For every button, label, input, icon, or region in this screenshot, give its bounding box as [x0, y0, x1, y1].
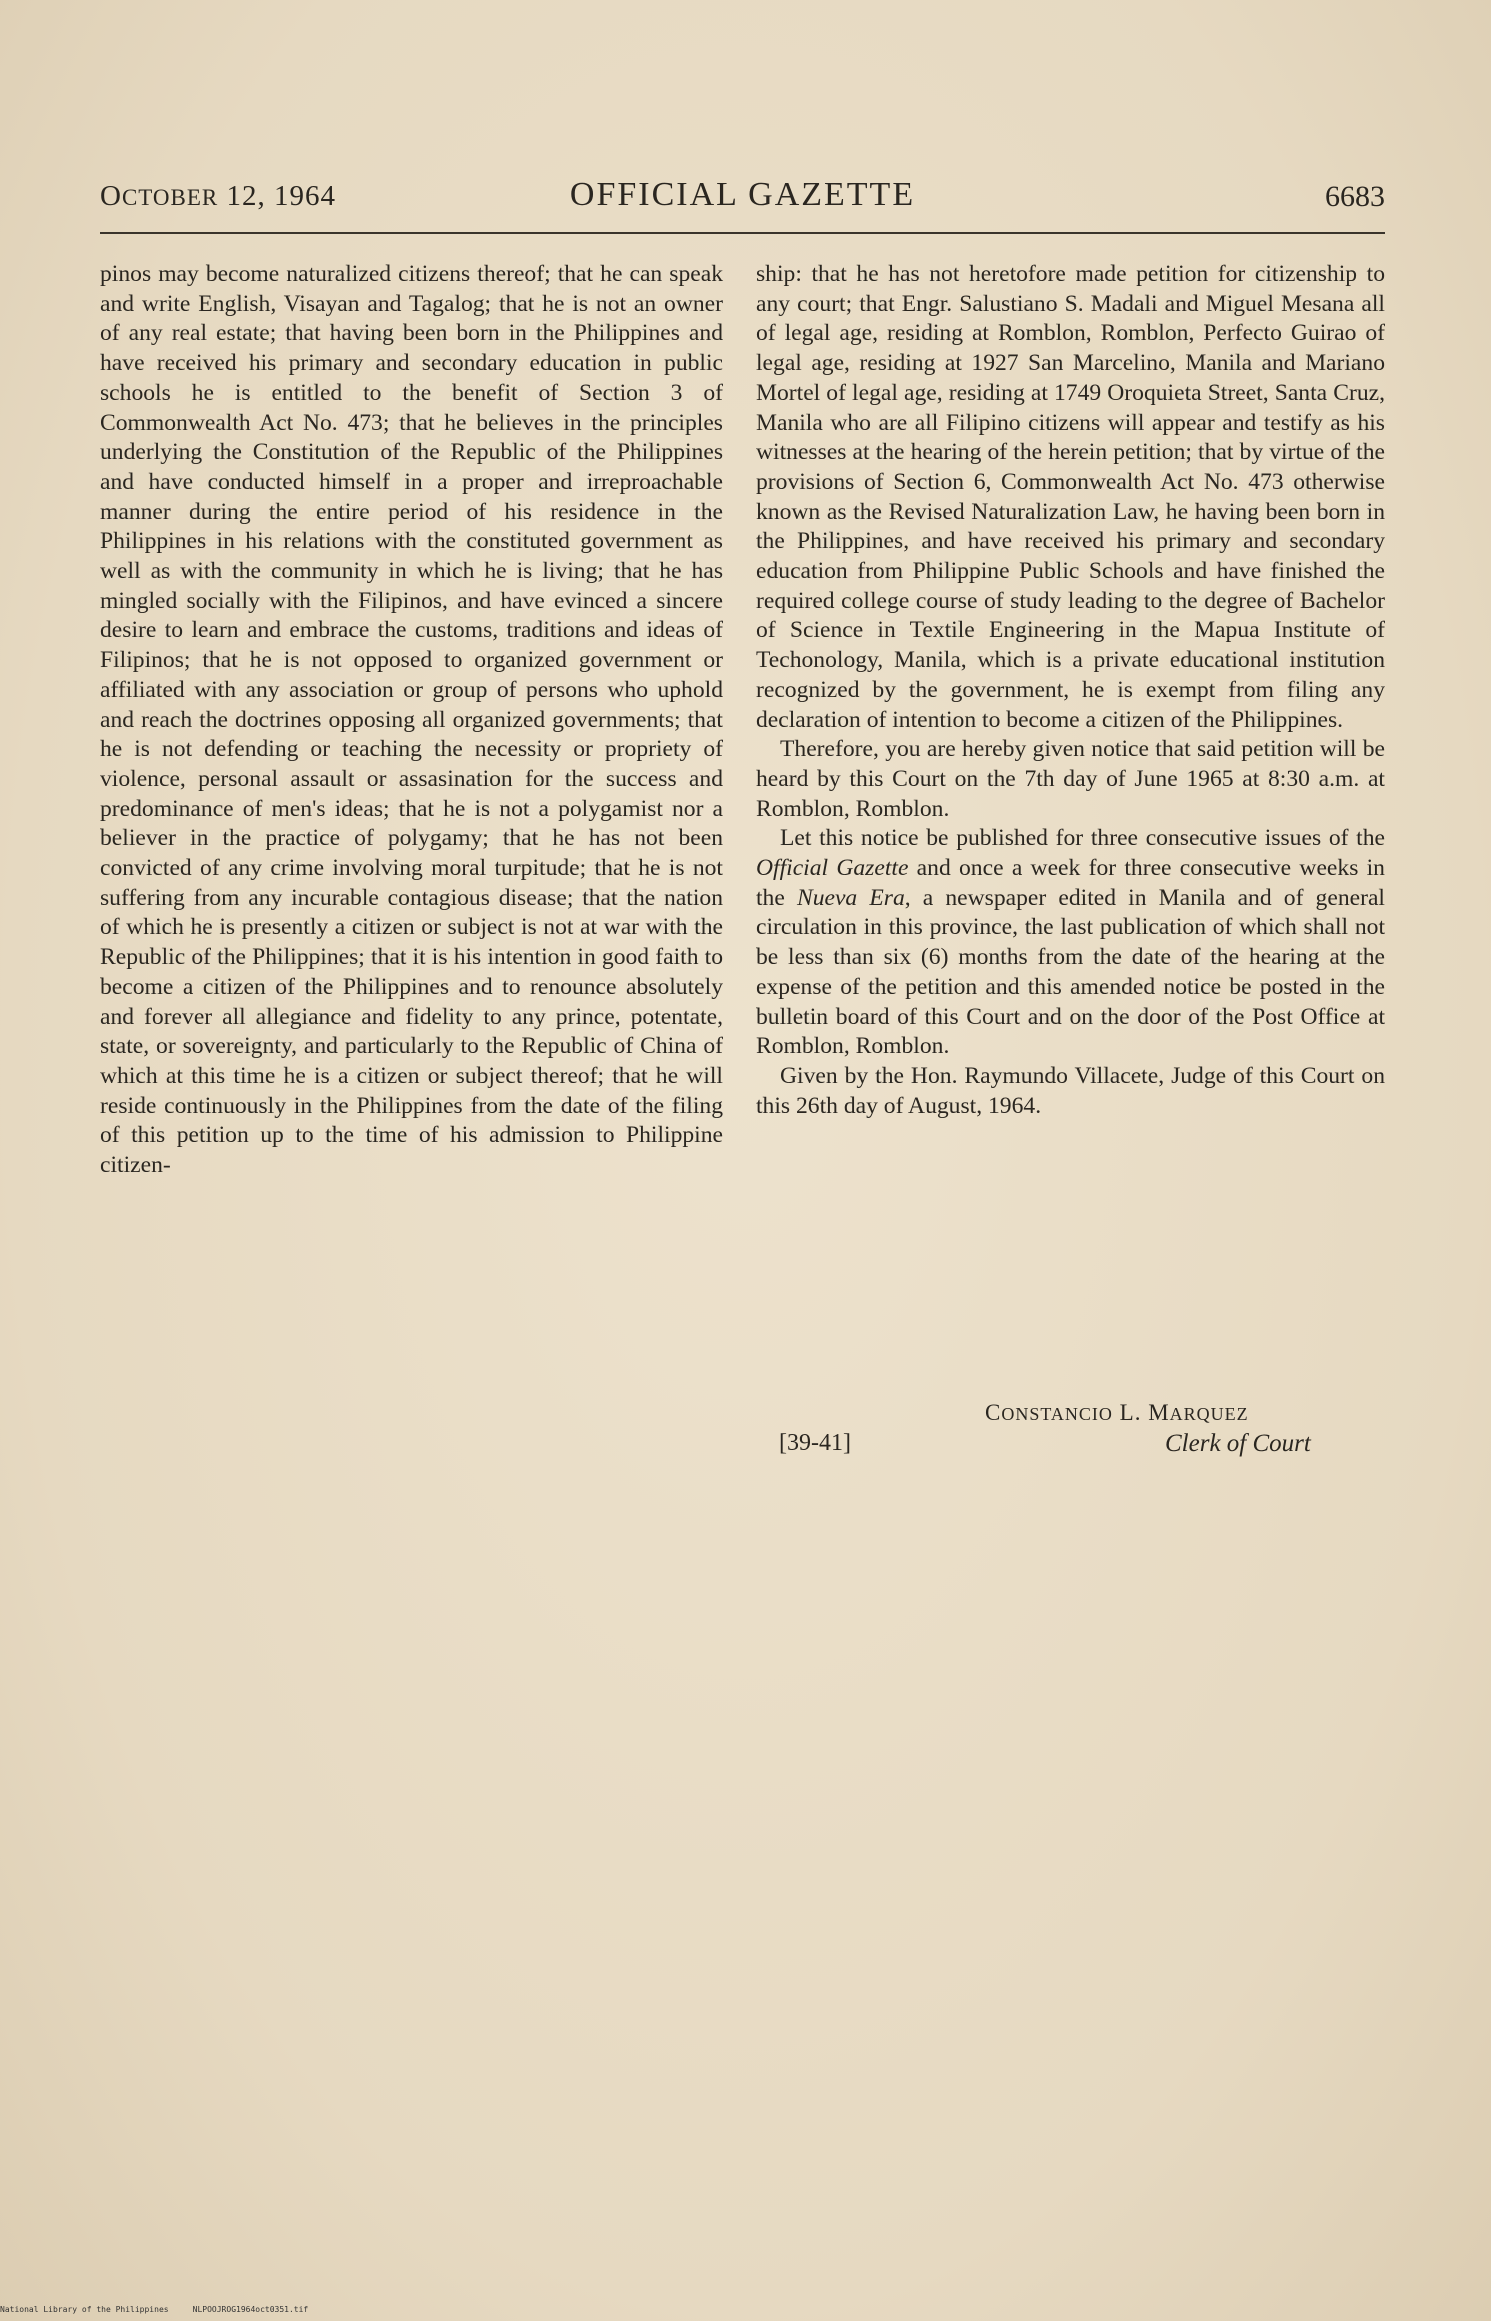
official-gazette-italic: Official Gazette	[756, 855, 909, 882]
header-rule	[100, 232, 1385, 234]
header-date: OCTOBER 12, 1964	[100, 180, 337, 212]
notice-reference: [39-41]	[779, 1430, 851, 1456]
right-column	[756, 260, 1385, 1121]
signatory-title: Clerk of Court	[1165, 1430, 1311, 1457]
right-paragraph-2: Therefore, you are hereby given notice that said petition will be heard by this Court on the 7th day of June 1965 at 8:30 a.m. at Romblon, Romblon.	[756, 736, 1385, 822]
left-column	[100, 260, 723, 1181]
right-paragraph-1: ship: that he has not heretofore made petition for citizenship to any court; that Engr. Salustiano S. Madali and Miguel Mesana all of legal age, residing at Romblon, Romblon, Perfecto Guirao of legal age, residing at 1927 San Marcelino, Manila and Mariano Mortel of legal age, residing at 1749 Oroquieta Street, Santa Cruz, Manila who are all Filipino citizens will appear and testify as his witnesses at the hearing of the herein petition; that by virtue of the provisions of Section 6, Commonwealth Act No. 473 otherwise known as the Revised Naturalization Law, he having been born in the Philippines, and have received his primary and secondary education from Philippine Public Schools and have finished the required college course of study leading to the degree of Bachelor of Science in Textile Engineering in the Mapua Institute of Techonology, Manila, which is a private educational institution recognized by the government, he is exempt from filing any declaration of intention to become a citizen of the Philippines.	[756, 261, 1385, 733]
scan-footer: National Library of the Philippines NLPOOJROG1964oct0351.tif	[0, 2305, 309, 2314]
nueva-era-italic: Nueva Era	[796, 884, 905, 911]
right-paragraph-4: Given by the Hon. Raymundo Villacete, Judge of this Court on this 26th day of August, 1964.	[756, 1062, 1385, 1119]
left-paragraph: pinos may become naturalized citizens thereof; that he can speak and write English, Visayan and Tagalog; that he is not an owner of any real estate; that having been born in the Philippines and have received his primary and secondary education in public schools he is entitled to the benefit of Section 3 of Commonwealth Act No. 473; that he believes in the principles underlying the Constitution of the Republic of the Philippines and have conducted himself in a proper and irreproachable manner during the entire period of his residence in the Philippines in his relations with the constituted government as well as with the community in which he is living; that he has mingled socially with the Filipinos, and have evinced a sincere desire to learn and embrace the customs, traditions and ideas of Filipinos; that he is not opposed to organized government or affiliated with any association or group of persons who uphold and reach the doctrines opposing all organized governments; that he is not defending or teaching the necessity or propriety of violence, personal assault or assasination for the success and predominance of men's ideas; that he is not a polygamist nor a believer in the practice of polygamy; that he has not been convicted of any crime involving moral turpitude; that he is not suffering from any incurable contagious disease; that the nation of which he is presently a citizen or subject is not at war with the Republic of the Philippines; that it is his intention in good faith to become a citizen of the Philippines and to renounce absolutely and forever all allegiance and fidelity to any prince, potentate, state, or sovereignty, and particularly to the Republic of China of which at this time he is a citizen or subject thereof; that he will reside continuously in the Philippines from the date of the filing of this petition up to the time of his admission to Philippine citizen-	[100, 261, 723, 1179]
right-paragraph-3: Let this notice be published for three consecutive issues of the Official Gazette and once a week for three consecutive weeks in the Nueva Era, a newspaper edited in Manila and of general circulation in this province, the last publication of which shall not be less than six (6) months from the date of the hearing at the expense of the petition and this amended notice be posted in the bulletin board of this Court and on the door of the Post Office at Romblon, Romblon.	[756, 825, 1385, 1060]
publication-title: OFFICIAL GAZETTE	[569, 176, 916, 213]
page-header	[100, 176, 1385, 222]
page-number: 6683	[1325, 180, 1385, 213]
signatory-name: CONSTANCIO L. MARQUEZ	[985, 1400, 1249, 1425]
